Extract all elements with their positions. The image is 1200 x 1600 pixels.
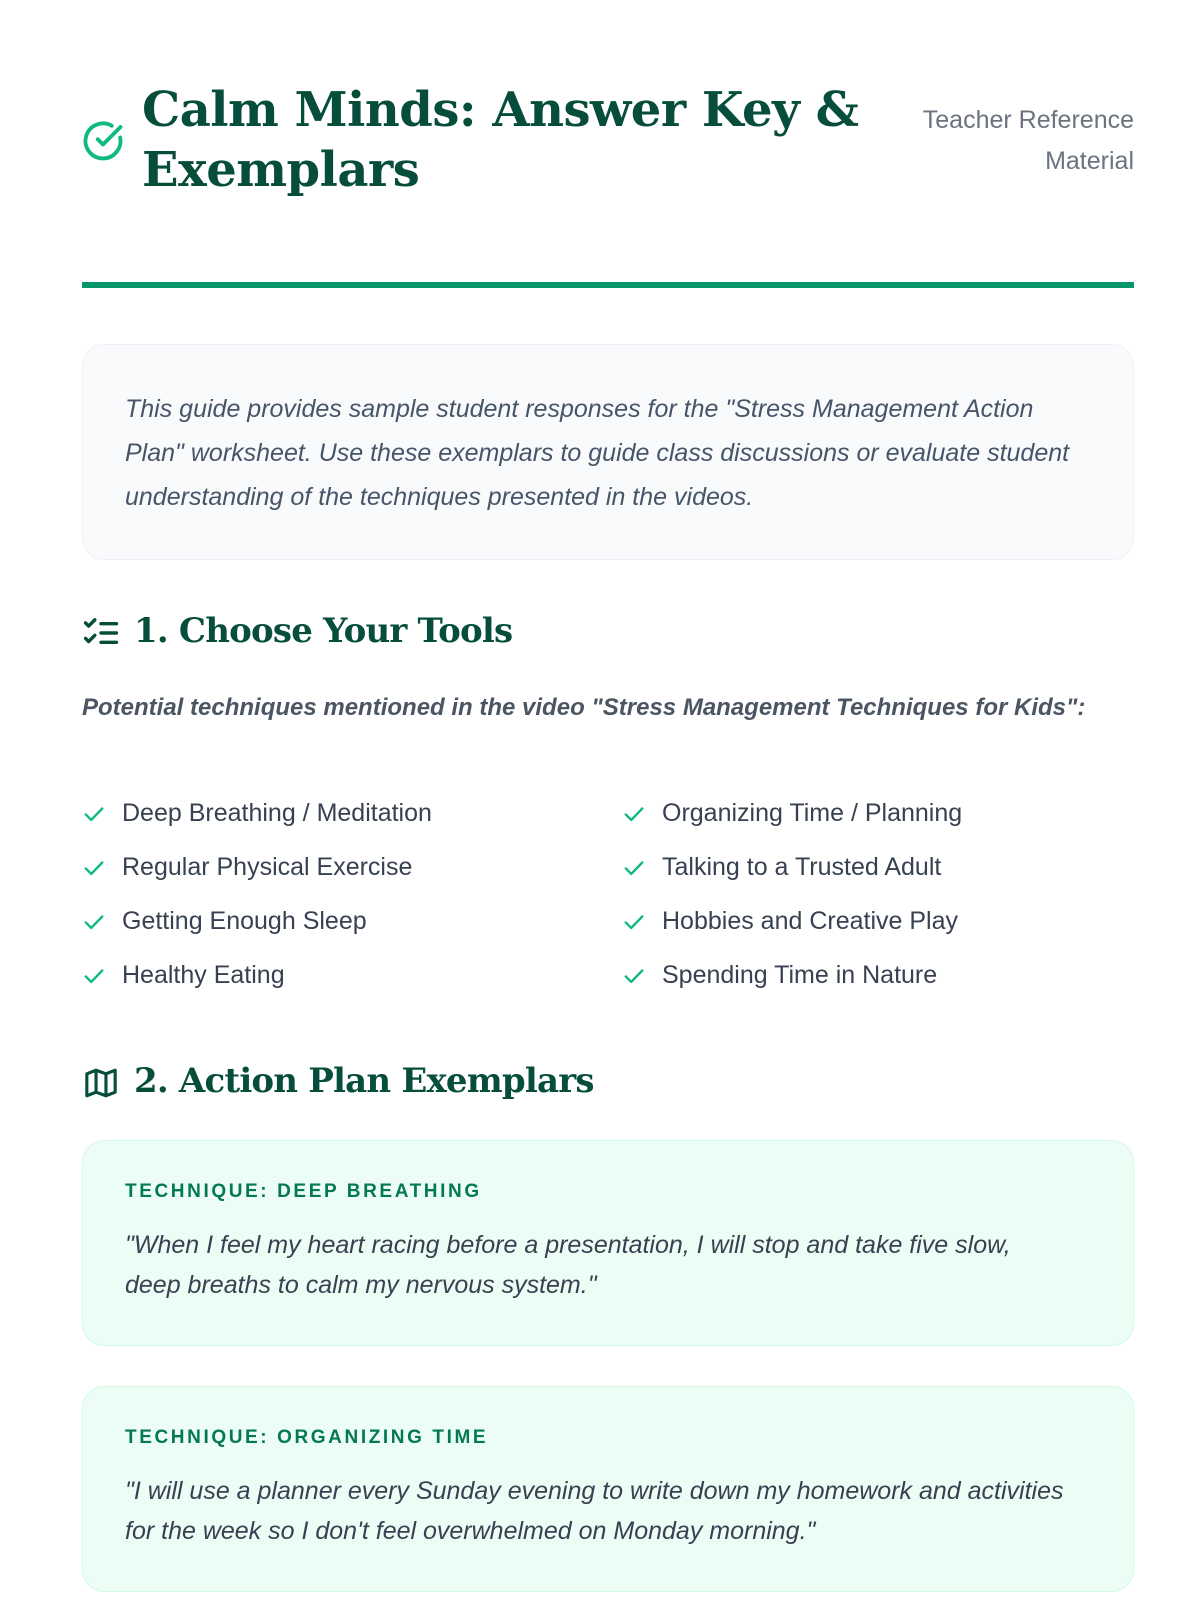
map-icon <box>82 1066 120 1100</box>
section-exemplars-heading <box>82 1056 1134 1106</box>
exemplar-card <box>82 1140 1134 1346</box>
list-checks-icon <box>82 616 120 650</box>
exemplar-quote: "When I feel my heart racing before a presentation, I will stop and take five slow, deep breaths to calm my nervous system." <box>125 1231 1011 1299</box>
check-icon <box>82 965 106 987</box>
exemplar-card <box>82 1386 1134 1592</box>
tool-list-item <box>82 793 622 847</box>
technique-label: TECHNIQUE: DEEP BREATHING <box>125 1181 482 1202</box>
technique-label: TECHNIQUE: ORGANIZING TIME <box>125 1427 489 1448</box>
check-icon <box>622 803 646 825</box>
tool-label: Hobbies and Creative Play <box>662 907 958 935</box>
section-tools-heading <box>82 606 1134 656</box>
tool-list-item <box>622 955 1134 1009</box>
section-exemplars-title: 2. Action Plan Exemplars <box>134 1061 594 1101</box>
tool-label: Getting Enough Sleep <box>122 907 367 935</box>
tool-label: Organizing Time / Planning <box>662 799 963 827</box>
check-icon <box>82 857 106 879</box>
tools-note: Potential techniques mentioned in the video "Stress Management Techniques for Kids": <box>82 694 1086 721</box>
intro-box: This guide provides sample student responses for the "Stress Management Action Plan" worksheet. Use these exemplars to guide class discussions or evaluate student understanding of the techniques presented in the videos. <box>82 344 1134 560</box>
check-icon <box>82 911 106 933</box>
circle-check-icon <box>82 120 124 162</box>
check-icon <box>622 911 646 933</box>
page-title: Calm Minds: Answer Key & Exemplars <box>142 82 859 198</box>
header-divider <box>82 282 1134 288</box>
tool-list-item <box>82 901 622 955</box>
tool-label: Spending Time in Nature <box>662 961 938 989</box>
tool-label: Talking to a Trusted Adult <box>662 853 942 881</box>
exemplar-quote: "I will use a planner every Sunday evening to write down my homework and activities for the week so I don't feel overwhelmed on Monday morning." <box>125 1477 1064 1545</box>
check-icon <box>82 803 106 825</box>
header-meta: Teacher Reference Material <box>922 106 1134 175</box>
tool-list-item <box>622 793 1134 847</box>
tool-list-item <box>82 847 622 901</box>
tool-label: Healthy Eating <box>122 961 285 989</box>
tools-list <box>82 793 1134 1009</box>
section-tools-title: 1. Choose Your Tools <box>134 611 513 651</box>
tool-list-item <box>622 901 1134 955</box>
check-icon <box>622 965 646 987</box>
tool-label: Regular Physical Exercise <box>122 853 413 881</box>
tool-list-item <box>622 847 1134 901</box>
document-header <box>82 80 1134 210</box>
check-icon <box>622 857 646 879</box>
tool-label: Deep Breathing / Meditation <box>122 799 432 827</box>
tool-list-item <box>82 955 622 1009</box>
